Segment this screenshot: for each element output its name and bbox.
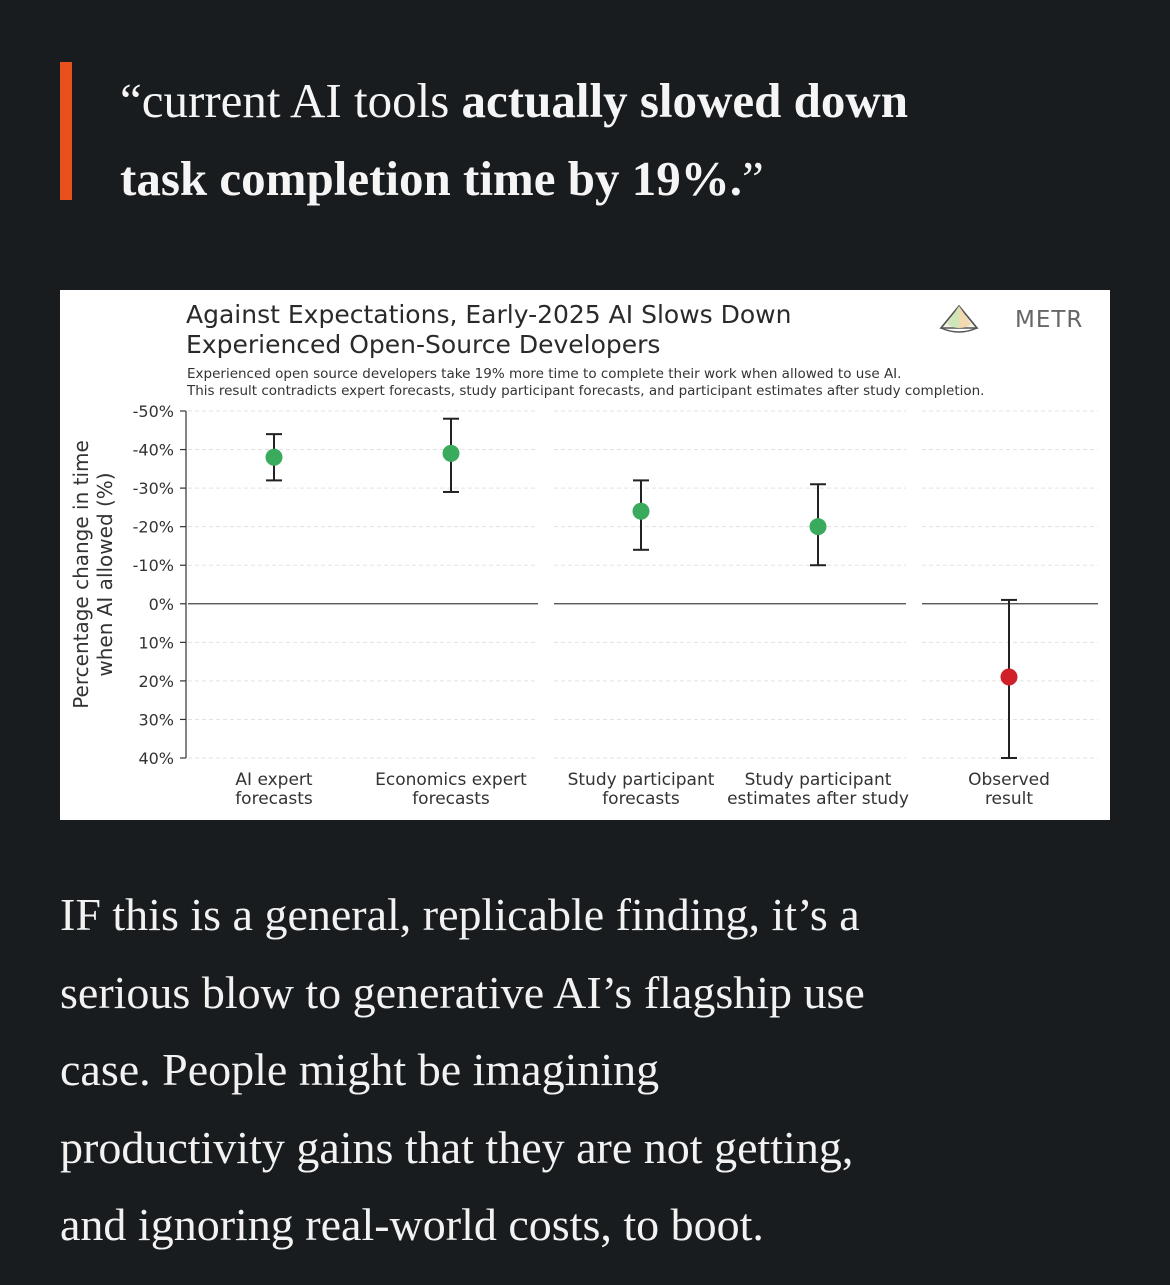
- x-category-label-line1: Study participant: [744, 770, 892, 790]
- chart-subtitle-line1: Experienced open source developers take 19% more time to complete their work when allowed to use AI.: [187, 366, 902, 382]
- quote-bold-line1: actually slowed down: [461, 73, 909, 128]
- y-tick-label: 0%: [148, 594, 174, 614]
- x-category-label-line2: forecasts: [602, 789, 680, 809]
- chart-subtitle-line2: This result contradicts expert forecasts, study participant forecasts, and participant estimates after study completion.: [187, 383, 985, 399]
- data-point: [810, 518, 827, 535]
- body-line: productivity gains that they are not getting,: [60, 1121, 854, 1173]
- y-axis-label-line1: Percentage change in time: [69, 440, 93, 709]
- y-tick-label: -40%: [132, 440, 174, 460]
- chart-title-line2: Experienced Open-Source Developers: [186, 330, 661, 359]
- data-point: [633, 503, 650, 520]
- quote-open-mark: “: [120, 73, 142, 128]
- body-line: IF this is a general, replicable finding, it’s a: [60, 889, 860, 940]
- metr-fan-logo-icon: [938, 302, 980, 336]
- y-axis-label-line2: when AI allowed (%): [93, 472, 117, 677]
- x-category-label-line2: forecasts: [412, 789, 490, 809]
- y-tick-label: 30%: [138, 710, 174, 730]
- quote-accent-bar: [60, 62, 72, 200]
- x-category-label-line2: result: [984, 789, 1034, 809]
- body-line: serious blow to generative AI’s flagship use: [60, 966, 865, 1018]
- y-tick-label: -30%: [132, 479, 174, 499]
- x-category-label-line1: Study participant: [567, 770, 715, 790]
- quote-bold-line2: task completion time by 19%.: [120, 151, 742, 206]
- brand-name: METR: [1015, 307, 1084, 333]
- chart-title-line1: Against Expectations, Early-2025 AI Slows Down: [186, 300, 792, 329]
- y-tick-label: -20%: [132, 517, 174, 537]
- y-tick-label: -10%: [132, 556, 174, 576]
- chart-subtitle: [187, 366, 1107, 400]
- data-point: [443, 445, 460, 462]
- chart-title: [186, 300, 886, 360]
- y-tick-label: 40%: [138, 749, 174, 768]
- x-category-label-line1: Economics expert: [375, 770, 527, 790]
- quote-plain-text: current AI tools: [141, 73, 462, 128]
- x-category-label-line1: AI expert: [235, 770, 313, 790]
- body-line: and ignoring real-world costs, to boot.: [60, 1199, 764, 1250]
- quote-text: [120, 62, 1110, 218]
- x-category-label-line1: Observed: [968, 770, 1050, 790]
- y-tick-label: 10%: [138, 633, 174, 653]
- quote-close-mark: ”: [742, 151, 764, 206]
- body-paragraph: [60, 876, 1120, 1264]
- y-tick-label: -50%: [132, 402, 174, 421]
- data-point: [1001, 669, 1018, 686]
- x-category-label-line2: forecasts: [235, 789, 313, 809]
- data-point: [266, 449, 283, 466]
- body-line: case. People might be imagining: [60, 1044, 660, 1095]
- chart-figure: [60, 290, 1110, 820]
- x-category-label-line2: estimates after study: [727, 789, 909, 809]
- y-tick-label: 20%: [138, 671, 174, 691]
